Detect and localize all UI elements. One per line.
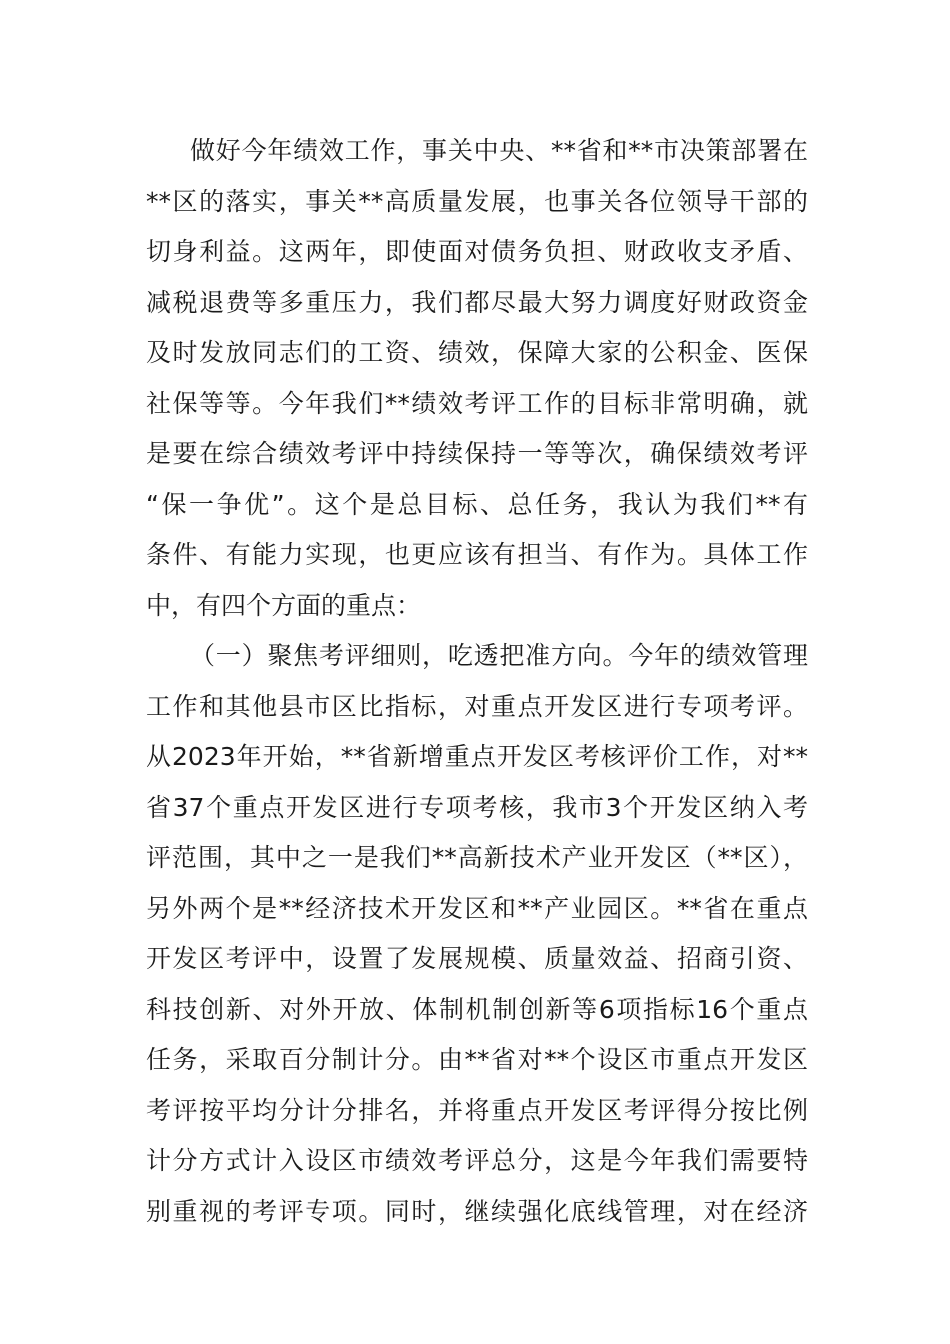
text-line: 条件、有能力实现，也更应该有担当、有作为。具体工作	[146, 540, 808, 569]
text-line: 中，有四个方面的重点：	[146, 590, 422, 620]
text-line: 科技创新、对外开放、体制机制创新等6项指标16个重点	[146, 994, 808, 1024]
text-line: 及时发放同志们的工资、绩效，保障大家的公积金、医保	[146, 338, 808, 367]
text-line: 另外两个是**经济技术开发区和**产业园区。**省在重点	[146, 893, 808, 923]
text-line: 考评按平均分计分排名，并将重点开发区考评得分按比例	[146, 1095, 808, 1125]
text-line: 开发区考评中，设置了发展规模、质量效益、招商引资、	[146, 944, 808, 973]
text-line: 减税退费等多重压力，我们都尽最大努力调度好财政资金	[146, 287, 808, 317]
text-line: 工作和其他县市区比指标，对重点开发区进行专项考评。	[146, 691, 808, 721]
document-body	[146, 126, 808, 1237]
text-line: 省37个重点开发区进行专项考核，我市3个开发区纳入考	[146, 792, 808, 822]
text-line: 是要在综合绩效考评中持续保持一等等次，确保绩效考评	[146, 439, 808, 468]
text-line: 做好今年绩效工作，事关中央、**省和**市决策部署在	[190, 136, 808, 165]
text-line: 任务，采取百分制计分。由**省对**个设区市重点开发区	[146, 1045, 808, 1074]
text-line: （一）聚焦考评细则，吃透把准方向。今年的绩效管理	[190, 641, 808, 670]
text-line: 评范围，其中之一是我们**高新技术产业开发区（**区），	[146, 843, 808, 872]
text-line: “保一争优”。这个是总目标、总任务，我认为我们**有	[146, 489, 808, 519]
text-line: **区的落实，事关**高质量发展，也事关各位领导干部的	[146, 186, 808, 216]
text-line: 从2023年开始，**省新增重点开发区考核评价工作，对**	[146, 742, 808, 771]
text-line: 切身利益。这两年，即使面对债务负担、财政收支矛盾、	[146, 237, 808, 266]
text-line: 社保等等。今年我们**绩效考评工作的目标非常明确，就	[146, 388, 808, 418]
text-line: 计分方式计入设区市绩效考评总分，这是今年我们需要特	[146, 1146, 808, 1175]
text-line: 别重视的考评专项。同时，继续强化底线管理，对在经济	[146, 1196, 808, 1226]
